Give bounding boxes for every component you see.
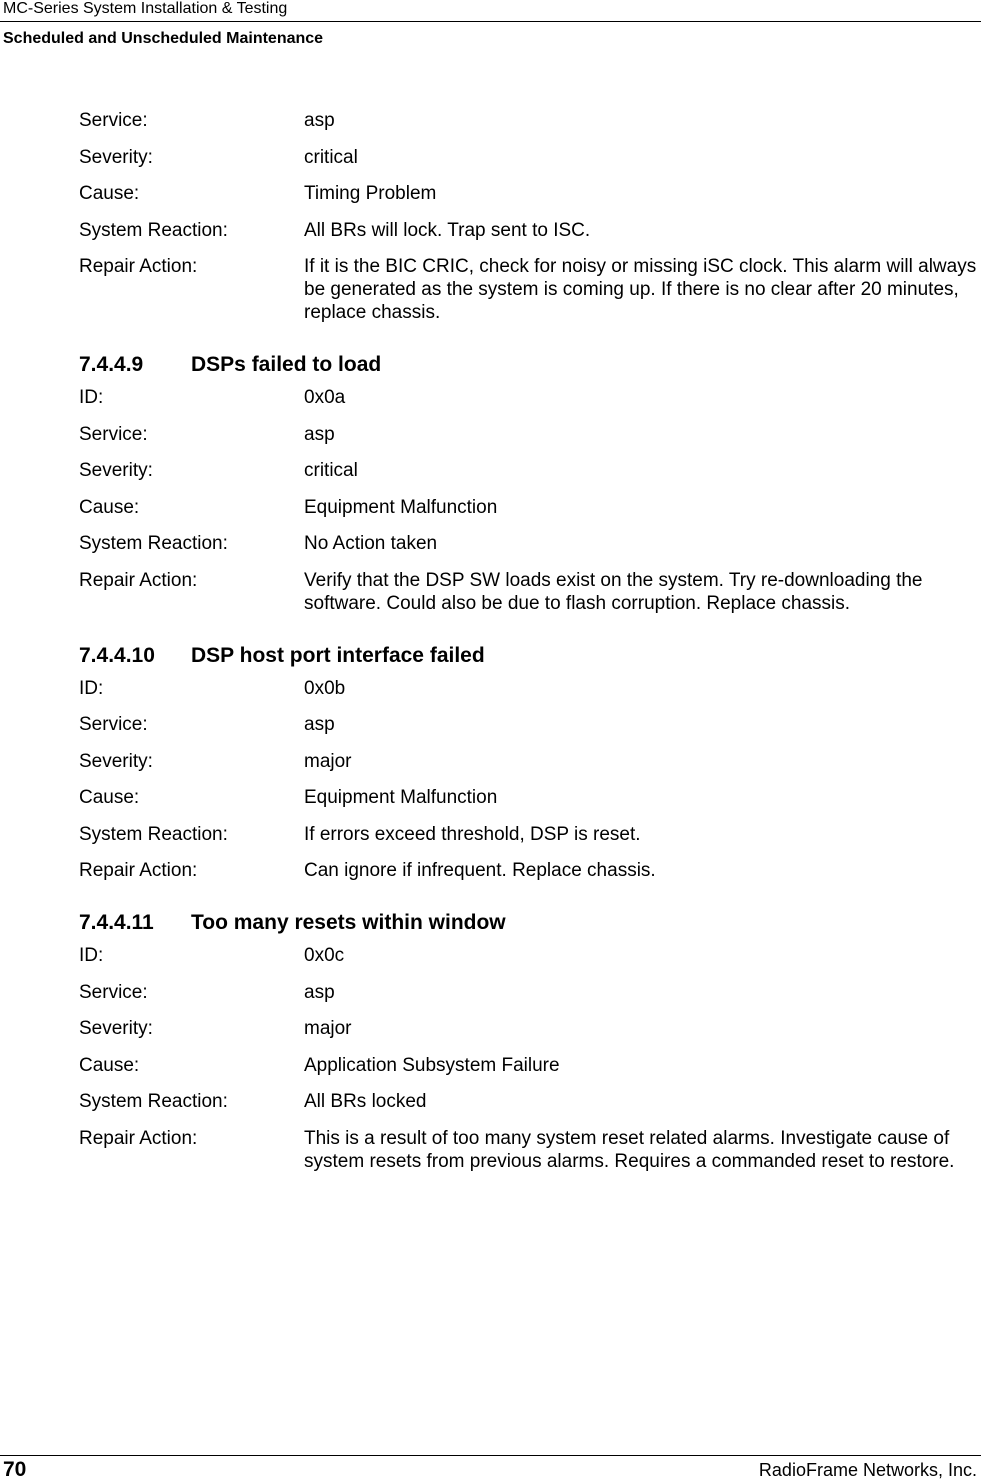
section-heading (79, 910, 979, 935)
section-heading (79, 352, 979, 377)
field-value: critical (304, 146, 358, 168)
company-name: RadioFrame Networks, Inc. (758, 1460, 977, 1480)
field-row (79, 981, 979, 1004)
section-number: 7.4.4.10 (79, 643, 155, 667)
field-label: Repair Action: (79, 569, 198, 591)
field-value: If errors exceed threshold, DSP is reset. (304, 823, 641, 845)
field-row (79, 146, 979, 169)
field-row (79, 386, 979, 409)
field-row (79, 750, 979, 773)
field-value: Equipment Malfunction (304, 787, 498, 808)
field-row (79, 532, 979, 555)
section-number: 7.4.4.9 (79, 353, 144, 376)
field-value: asp (304, 714, 335, 735)
field-row (79, 859, 979, 882)
field-value: asp (304, 110, 335, 131)
header-divider (0, 21, 981, 22)
field-label: Cause: (79, 183, 140, 204)
field-row (79, 713, 979, 736)
field-row (79, 423, 979, 446)
field-label: System Reaction: (79, 533, 228, 554)
field-row (79, 1017, 979, 1040)
footer-divider (0, 1455, 981, 1456)
alarm-section (79, 352, 979, 615)
field-row (79, 255, 979, 324)
document-title: MC-Series System Installation & Testing (3, 0, 288, 17)
field-value: asp (304, 981, 335, 1003)
field-label: Cause: (79, 787, 140, 808)
section-title: DSPs failed to load (191, 353, 382, 376)
alarm-fields-continued (79, 109, 979, 324)
field-label: Service: (79, 110, 148, 131)
field-row (79, 1127, 979, 1173)
alarm-section (79, 643, 979, 883)
field-label: Repair Action: (79, 860, 198, 881)
field-value: All BRs locked (304, 1091, 427, 1112)
field-row (79, 109, 979, 132)
section-title: Too many resets within window (191, 911, 506, 934)
page-content (79, 109, 979, 1186)
field-label: Severity: (79, 460, 153, 481)
chapter-title: Scheduled and Unscheduled Maintenance (3, 30, 324, 47)
field-value: Verify that the DSP SW loads exist on the system. Try re-downloading the software. Could also be due to flash corruption. Replace chassis. (304, 569, 923, 614)
field-value: If it is the BIC CRIC, check for noisy or missing iSC clock. This alarm will always be generated as the system is coming up. If there is no clear after 20 minutes, replace chassis. (304, 256, 977, 323)
field-value: Equipment Malfunction (304, 496, 498, 518)
field-label: Service: (79, 981, 148, 1003)
field-value: critical (304, 460, 358, 481)
field-row (79, 944, 979, 967)
field-row (79, 1090, 979, 1113)
field-row (79, 677, 979, 700)
field-value: This is a result of too many system reset related alarms. Investigate cause of system resets from previous alarms. Requires a commanded reset to restore. (304, 1127, 955, 1172)
section-heading (79, 643, 979, 668)
field-label: System Reaction: (79, 1091, 228, 1112)
field-value: 0x0a (304, 387, 346, 408)
field-label: Cause: (79, 496, 140, 518)
field-row (79, 569, 979, 615)
field-value: asp (304, 423, 335, 445)
field-row (79, 459, 979, 482)
field-value: major (304, 750, 352, 772)
field-label: Cause: (79, 1054, 140, 1076)
page-number: 70 (3, 1458, 27, 1481)
field-value: major (304, 1018, 352, 1039)
field-value: Timing Problem (304, 183, 437, 204)
field-value: All BRs will lock. Trap sent to ISC. (304, 219, 591, 241)
field-row (79, 496, 979, 519)
field-row (79, 786, 979, 809)
field-label: System Reaction: (79, 823, 228, 845)
field-value: Application Subsystem Failure (304, 1054, 560, 1076)
field-label: Repair Action: (79, 1127, 198, 1149)
field-value: Can ignore if infrequent. Replace chassis. (304, 860, 656, 881)
field-value: No Action taken (304, 533, 438, 554)
field-label: Repair Action: (79, 256, 198, 277)
field-row (79, 182, 979, 205)
section-number: 7.4.4.11 (79, 911, 154, 934)
field-value: 0x0c (304, 945, 345, 966)
field-label: ID: (79, 945, 104, 966)
field-label: Severity: (79, 750, 153, 772)
section-title: DSP host port interface failed (191, 643, 485, 667)
field-label: Severity: (79, 146, 153, 168)
field-row (79, 219, 979, 242)
field-label: Service: (79, 714, 148, 735)
field-value: 0x0b (304, 677, 346, 699)
field-label: ID: (79, 387, 104, 408)
field-label: ID: (79, 677, 104, 699)
field-label: Service: (79, 423, 148, 445)
field-label: Severity: (79, 1018, 153, 1039)
field-row (79, 823, 979, 846)
field-row (79, 1054, 979, 1077)
field-label: System Reaction: (79, 219, 228, 241)
alarm-section (79, 910, 979, 1173)
